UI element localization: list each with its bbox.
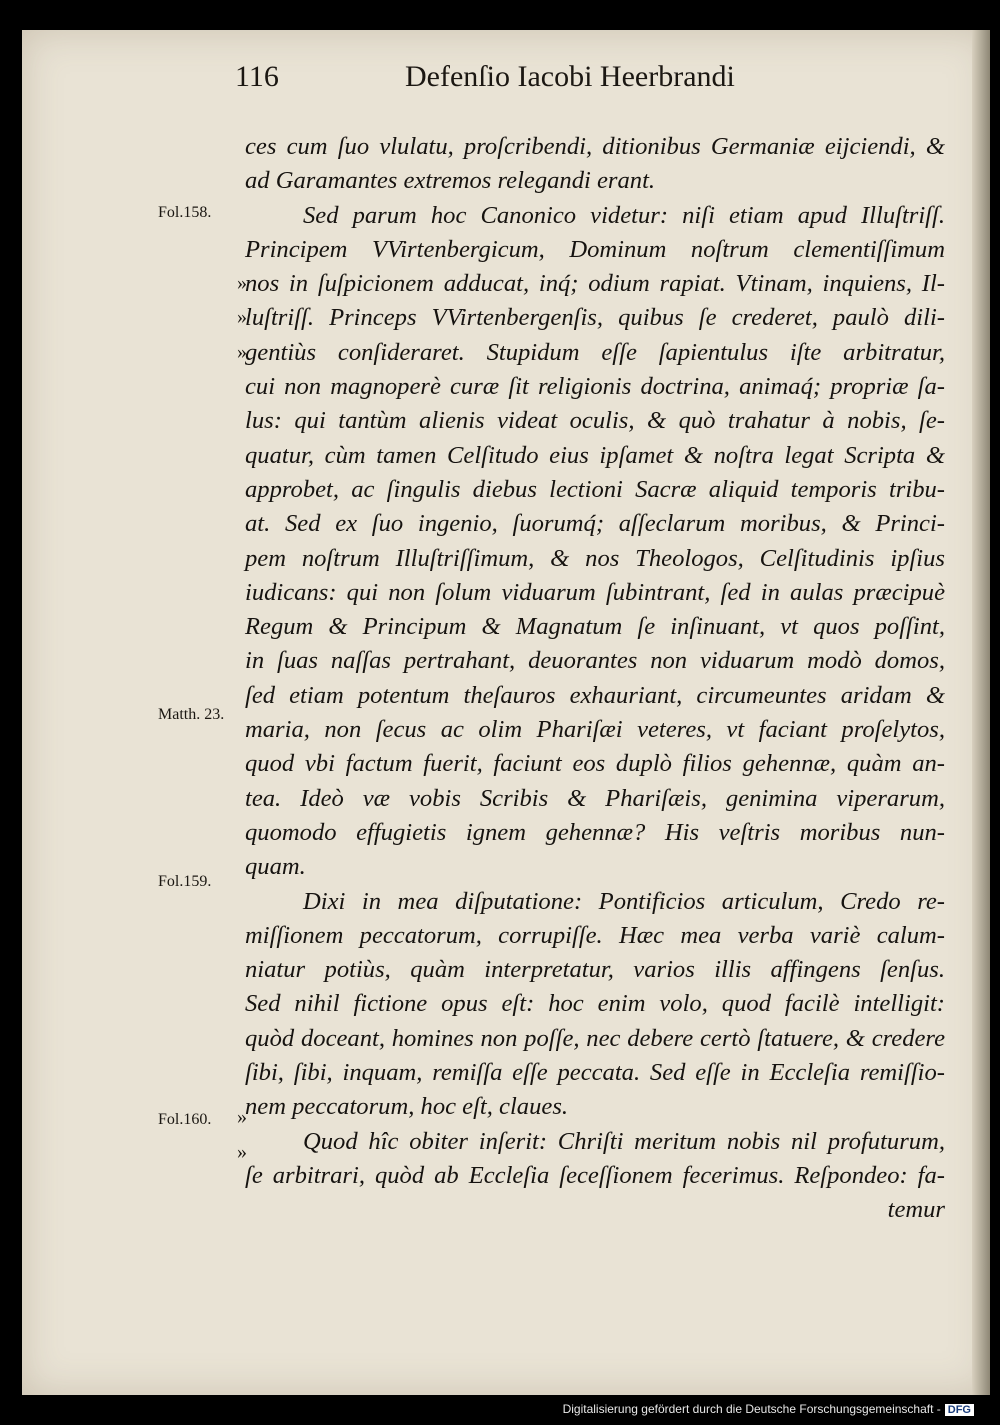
text-line [245,1125,945,1159]
text-line: in ſuas naſſas pertrahant, deuorantes non viduarum modò domos, [245,647,945,675]
text-line: Principem VVirtenbergicum, Dominum noſtrum clementiſſimum [245,235,945,263]
dfg-logo: DFG [945,1404,974,1416]
text-line: quod vbi factum fuerit, faciunt eos duplò filios gehennæ, quàm an- [245,750,945,778]
margin-note-fol158: Fol.158. [158,204,212,221]
running-head [235,60,835,94]
page-number: 116 [235,60,279,93]
margin-note-matth23: Matth. 23. [158,706,225,723]
text-line: tea. Ideò væ vobis Scribis & Phariſæis, genimina viperarum, [245,784,945,812]
text-line: ſe arbitrari, quòd ab Eccleſia ſeceſſionem fecerimus. Reſpondeo: fa- [245,1161,945,1189]
text-line: quomodo effugietis ignem gehennæ? His veſtris moribus nun- [245,818,945,846]
quote-mark: » [237,306,247,328]
running-title: Defenſio Iacobi Heerbrandi [405,60,735,93]
margin-note-fol160: Fol.160. [158,1111,212,1128]
text-line [245,885,945,919]
text-line: maria, non ſecus ac olim Phariſæi veteres, vt faciant proſelytos, [245,716,945,744]
text-line: pem noſtrum Illuſtriſſimum, & nos Theologos, Celſitudinis ipſius [245,544,945,572]
margin-note-fol159: Fol.159. [158,873,212,890]
text-line: ad Garamantes extremos relegandi erant. [245,167,656,195]
text-line: ſibi, ſibi, inquam, remiſſa eſſe peccata. Sed eſſe in Eccleſia remiſſio- [245,1059,945,1087]
text-line: nem peccatorum, hoc eſt, claues. [245,1093,569,1121]
text-line: at. Sed ex ſuo ingenio, ſuorumq́; aſſeclarum moribus, & Princi- [245,510,945,538]
digitization-footer [563,1402,974,1416]
text-line: ſed etiam potentum theſauros exhauriant, circumeuntes aridam & [245,681,945,709]
text-line: Sed nihil fictione opus eſt: hoc enim volo, quod facilè intelligit: [245,990,945,1018]
text-line: miſſionem peccatorum, corrupiſſe. Hæc mea verba variè calum- [245,921,945,949]
text-line: iudicans: qui non ſolum viduarum ſubintrant, ſed in aulas præcipuè [245,578,945,606]
quote-mark: » [237,341,247,363]
text-line: quatur, cùm tamen Celſitudo eius ipſamet & noſtra legat Scripta & [245,441,945,469]
footer-text: Digitalisierung gefördert durch die Deutsche Forschungsgemeinschaft - [562,1402,941,1416]
text-line [245,199,945,233]
body-text [245,130,945,1228]
text-line: Regum & Principum & Magnatum ſe inſinuant, vt quos poſſint, [245,613,945,641]
text-line: niatur potiùs, quàm interpretatur, varios illis affingens ſenſus. [245,956,945,984]
text-line: quam. [245,853,306,881]
catchword: temur [887,1196,945,1224]
text-line: approbet, ac ſingulis diebus lectioni Sacræ aliquid temporis tribu- [245,475,945,503]
text-line-content: Quod hîc obiter inſerit: Chriſti meritum nobis nil profuturum, [303,1127,945,1155]
quote-mark: » [237,1106,247,1128]
quote-mark: » [237,1141,247,1163]
text-line: quòd doceant, homines non poſſe, nec debere certò ſtatuere, & credere [245,1024,945,1052]
text-line: ces cum ſuo vlulatu, proſcribendi, ditionibus Germaniæ eijciendi, & [245,133,945,160]
text-line: lus: qui tantùm alienis videat oculis, & quò trahatur à nobis, ſe- [245,407,945,435]
text-line: cui non magnoperè curæ ſit religionis doctrina, animaq́; propriæ ſa- [245,373,945,401]
text-line: luſtriſſ. Princeps VVirtenbergenſis, quibus ſe crederet, paulò dili- [245,304,945,332]
quote-mark: » [237,272,247,294]
text-line: nos in ſuſpicionem adducat, inq́; odium rapiat. Vtinam, inquiens, Il- [245,270,945,298]
text-line-content: Sed parum hoc Canonico videtur: niſi etiam apud Illuſtriſſ. [303,201,945,229]
page-gutter-shadow [972,30,990,1395]
text-line-content: Dixi in mea diſputatione: Pontificios articulum, Credo re- [303,887,945,915]
text-line: gentiùs conſideraret. Stupidum eſſe ſapientulus iſte arbitratur, [245,338,945,366]
